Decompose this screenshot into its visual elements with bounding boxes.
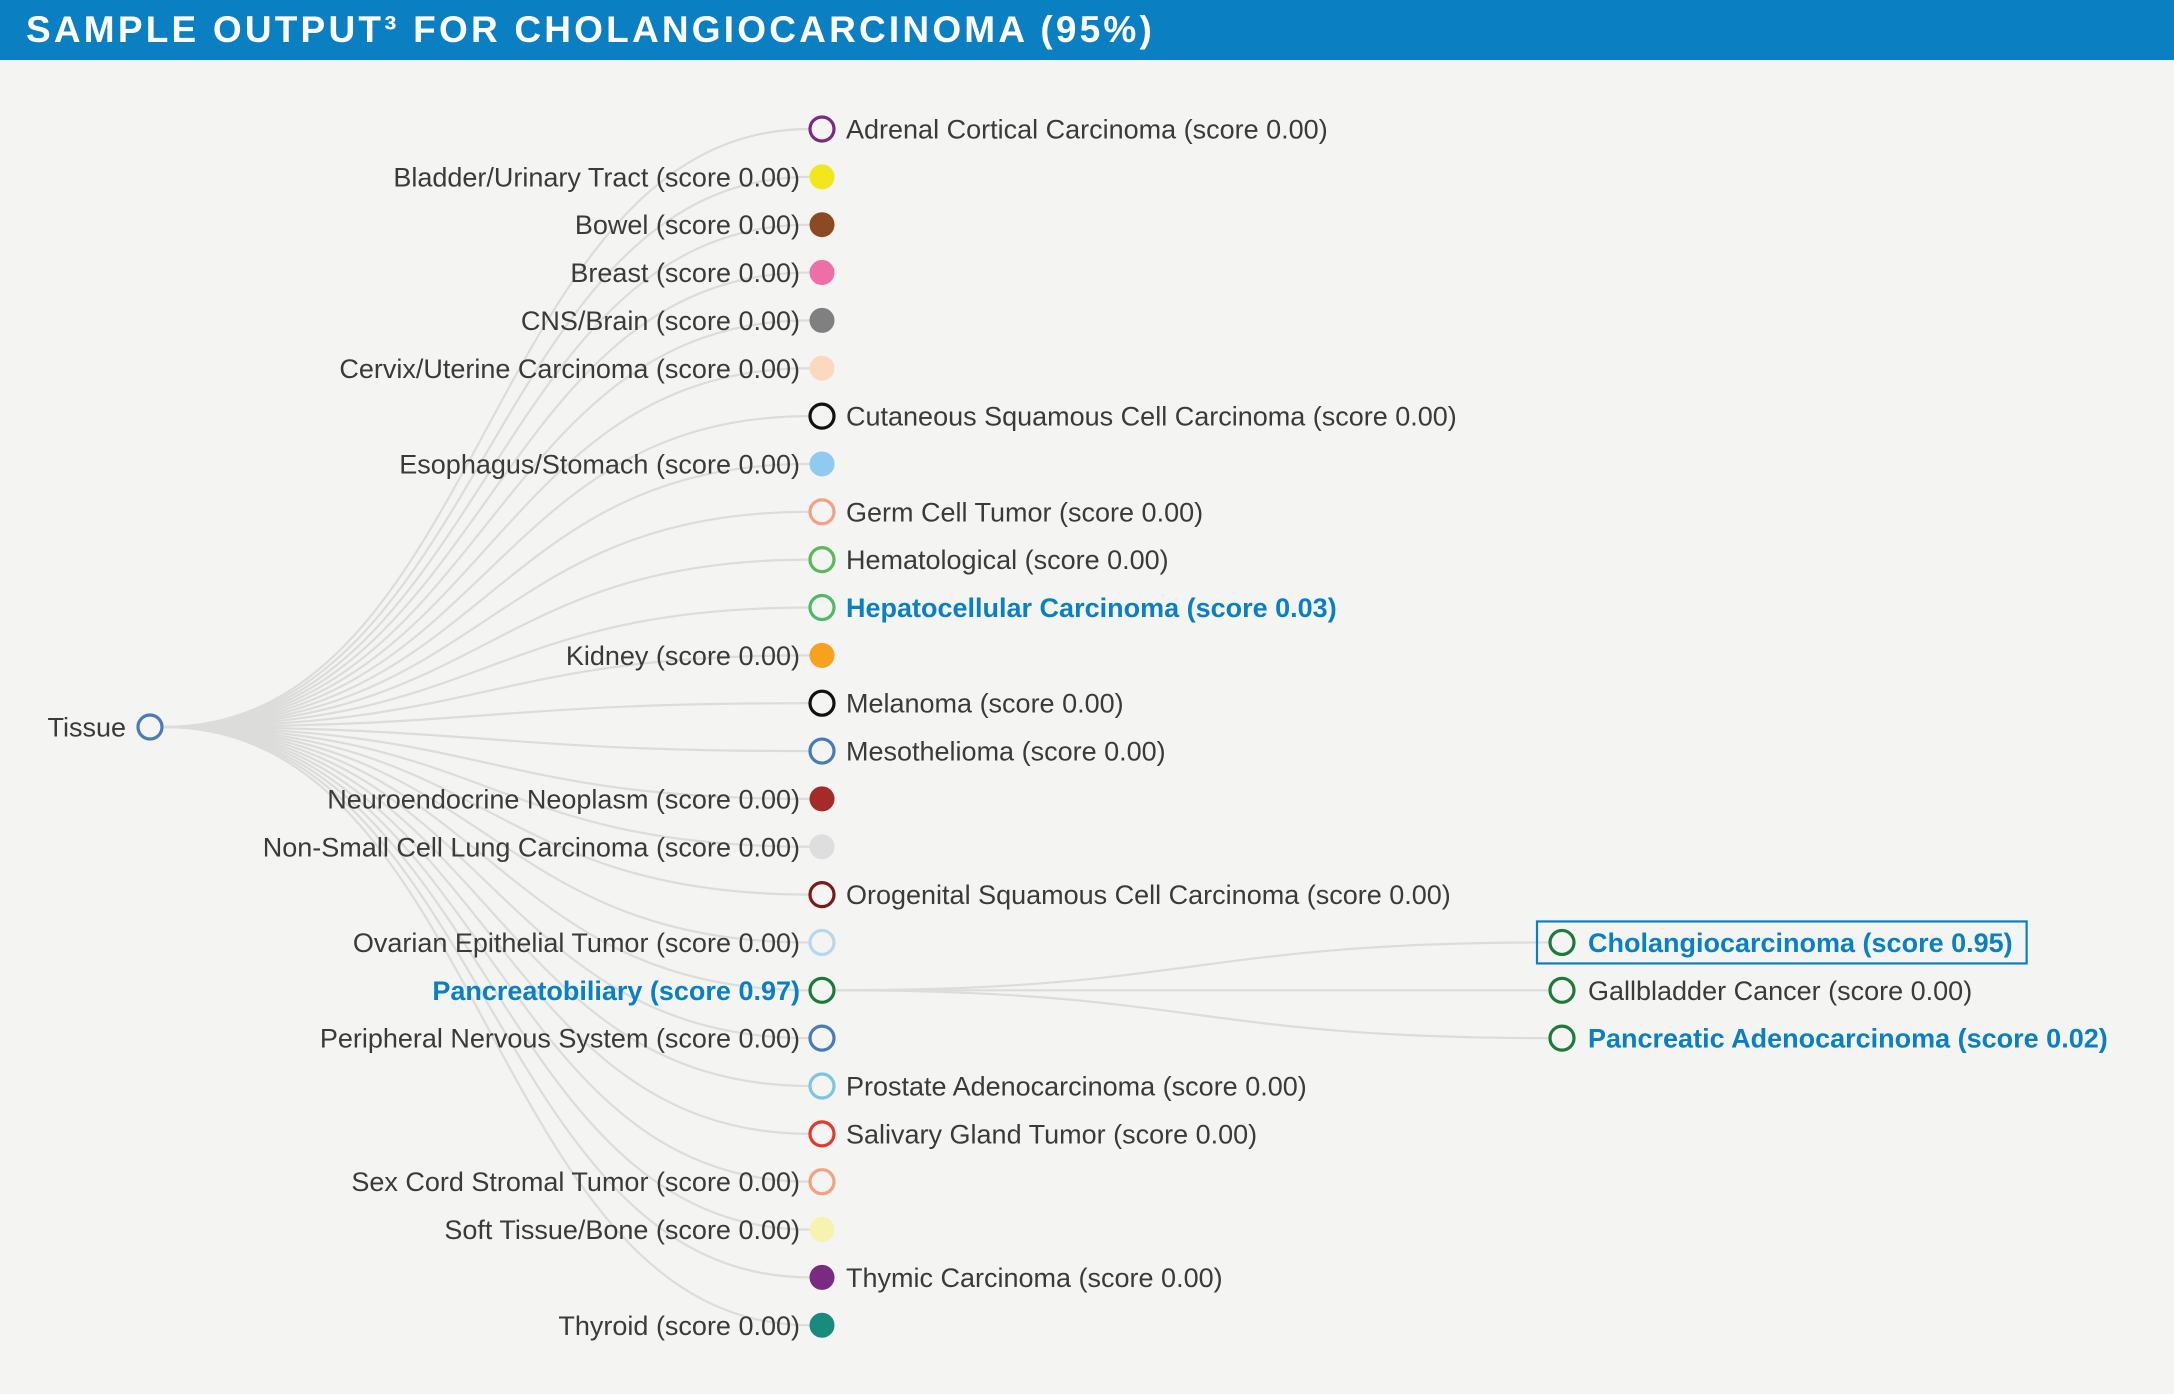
tissue-root-node[interactable] (138, 715, 162, 739)
node-soft-tissue-bone[interactable] (810, 1218, 834, 1242)
node-salivary-gland-tumor[interactable] (810, 1122, 834, 1146)
label-bowel: Bowel (score 0.00) (574, 210, 800, 241)
link-pancreatic-adenocarcinoma (836, 990, 1550, 1038)
node-mesothelioma[interactable] (810, 739, 834, 763)
label-esophagus-stomach: Esophagus/Stomach (score 0.00) (399, 449, 800, 480)
node-non-small-cell-lung-carcinoma[interactable] (810, 835, 834, 859)
label-neuroendocrine-neoplasm: Neuroendocrine Neoplasm (score 0.00) (327, 784, 800, 815)
node-breast[interactable] (810, 261, 834, 285)
label-bladder-urinary-tract: Bladder/Urinary Tract (score 0.00) (393, 162, 800, 193)
label-gallbladder-cancer: Gallbladder Cancer (score 0.00) (1588, 975, 1973, 1006)
node-thyroid[interactable] (810, 1313, 834, 1337)
link-cervix-uterine-carcinoma (164, 368, 810, 727)
label-cholangiocarcinoma: Cholangiocarcinoma (score 0.95) (1588, 927, 2013, 958)
node-bowel[interactable] (810, 213, 834, 237)
node-cervix-uterine-carcinoma[interactable] (810, 356, 834, 380)
label-prostate-adenocarcinoma: Prostate Adenocarcinoma (score 0.00) (846, 1071, 1307, 1102)
node-prostate-adenocarcinoma[interactable] (810, 1074, 834, 1098)
link-esophagus-stomach (164, 464, 810, 727)
label-cervix-uterine-carcinoma: Cervix/Uterine Carcinoma (score 0.00) (339, 353, 800, 384)
label-pancreatic-adenocarcinoma: Pancreatic Adenocarcinoma (score 0.02) (1588, 1023, 2108, 1054)
label-sex-cord-stromal-tumor: Sex Cord Stromal Tumor (score 0.00) (351, 1167, 800, 1198)
label-thymic-carcinoma: Thymic Carcinoma (score 0.00) (846, 1262, 1223, 1293)
node-cholangiocarcinoma[interactable] (1550, 930, 1574, 954)
node-germ-cell-tumor[interactable] (810, 500, 834, 524)
node-hepatocellular-carcinoma[interactable] (810, 596, 834, 620)
node-thymic-carcinoma[interactable] (810, 1265, 834, 1289)
node-neuroendocrine-neoplasm[interactable] (810, 787, 834, 811)
link-cholangiocarcinoma (836, 942, 1550, 990)
tissue-root-label: Tissue (47, 712, 126, 743)
node-cutaneous-squamous-cell-carcinoma[interactable] (810, 404, 834, 428)
node-bladder-urinary-tract[interactable] (810, 165, 834, 189)
node-gallbladder-cancer[interactable] (1550, 978, 1574, 1002)
label-cns-brain: CNS/Brain (score 0.00) (520, 305, 800, 336)
node-kidney[interactable] (810, 643, 834, 667)
node-adrenal-cortical-carcinoma[interactable] (810, 117, 834, 141)
node-orogenital-squamous-cell-carcinoma[interactable] (810, 883, 834, 907)
page-title: SAMPLE OUTPUT³ FOR CHOLANGIOCARCINOMA (95%) (26, 9, 1156, 50)
label-ovarian-epithelial-tumor: Ovarian Epithelial Tumor (score 0.00) (352, 927, 800, 958)
node-peripheral-nervous-system[interactable] (810, 1026, 834, 1050)
label-peripheral-nervous-system: Peripheral Nervous System (score 0.00) (319, 1023, 800, 1054)
label-breast: Breast (score 0.00) (570, 258, 800, 289)
node-pancreatic-adenocarcinoma[interactable] (1550, 1026, 1574, 1050)
label-mesothelioma: Mesothelioma (score 0.00) (846, 736, 1166, 767)
node-hematological[interactable] (810, 548, 834, 572)
node-melanoma[interactable] (810, 691, 834, 715)
label-soft-tissue-bone: Soft Tissue/Bone (score 0.00) (444, 1215, 800, 1246)
label-orogenital-squamous-cell-carcinoma: Orogenital Squamous Cell Carcinoma (score 0.00) (846, 880, 1451, 911)
node-sex-cord-stromal-tumor[interactable] (810, 1170, 834, 1194)
label-kidney: Kidney (score 0.00) (565, 640, 800, 671)
node-cns-brain[interactable] (810, 308, 834, 332)
label-non-small-cell-lung-carcinoma: Non-Small Cell Lung Carcinoma (score 0.00) (262, 832, 800, 863)
label-melanoma: Melanoma (score 0.00) (846, 688, 1124, 719)
node-esophagus-stomach[interactable] (810, 452, 834, 476)
label-hepatocellular-carcinoma: Hepatocellular Carcinoma (score 0.03) (846, 593, 1337, 623)
label-thyroid: Thyroid (score 0.00) (558, 1310, 800, 1341)
label-cutaneous-squamous-cell-carcinoma: Cutaneous Squamous Cell Carcinoma (score 0.00) (846, 401, 1457, 432)
label-hematological: Hematological (score 0.00) (846, 545, 1169, 576)
node-pancreatobiliary[interactable] (810, 978, 834, 1002)
label-adrenal-cortical-carcinoma: Adrenal Cortical Carcinoma (score 0.00) (846, 114, 1328, 145)
link-germ-cell-tumor (164, 512, 810, 727)
label-germ-cell-tumor: Germ Cell Tumor (score 0.00) (846, 497, 1204, 528)
label-pancreatobiliary: Pancreatobiliary (score 0.97) (432, 975, 800, 1006)
node-ovarian-epithelial-tumor[interactable] (810, 930, 834, 954)
label-salivary-gland-tumor: Salivary Gland Tumor (score 0.00) (846, 1119, 1258, 1150)
